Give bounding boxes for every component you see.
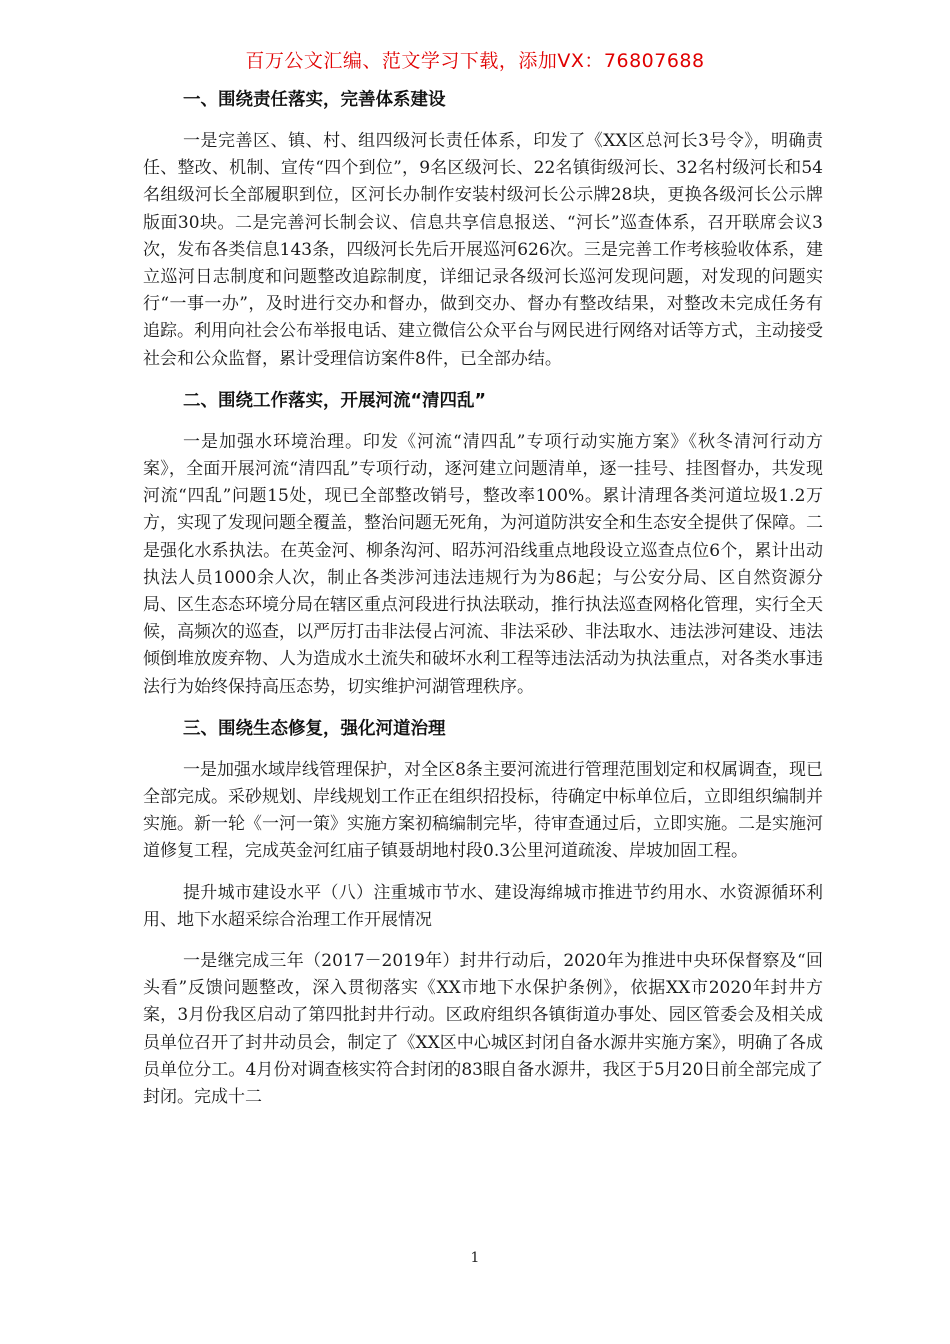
section-3-paragraph-3: 一是继完成三年（2017－2019年）封井行动后，2020年为推进中央环保督察及“回头看”反馈问题整改，深入贯彻落实《XX市地下水保护条例》，依据XX市2020年封井方案，3月份我区启动了第四批封井行动。区政府组织各镇街道办事处、园区管委会及相关成员单位召开了封井动员会，制定了《XX区中心城区封闭自备水源井实施方案》，明确了各成员单位分工。4月份对调查核实符合封闭的83眼自备水源井，我区于5月20日前全部完成了封闭。完成十二: [143, 951, 823, 1108]
section-3-paragraph-2: 提升城市建设水平（八）注重城市节水、建设海绵城市推进节约用水、水资源循环利用、地下水超采综合治理工作开展情况: [143, 882, 823, 930]
section-3-paragraph-1: 一是加强水域岸线管理保护，对全区8条主要河流进行管理范围划定和权属调查，现已全部完成。采砂规划、岸线规划工作正在组织招投标，待确定中标单位后，立即组织编制并实施。新一轮《一河一策》实施方案初稿编制完毕，待审查通过后，立即实施。二是实施河道修复工程，完成英金河红庙子镇聂胡地村段0.3公里河道疏浚、岸坡加固工程。: [143, 759, 823, 862]
section-heading-3: 三、围绕生态修复，强化河道治理: [183, 718, 446, 739]
section-1-paragraph-1: 一是完善区、镇、村、组四级河长责任体系，印发了《XX区总河长3号令》，明确责任、整改、机制、宣传“四个到位”，9名区级河长、22名镇街级河长、32名村级河长和54名组级河长全部履职到位，区河长办制作安装村级河长公示牌28块，更换各级河长公示牌版面30块。二是完善河长制会议、信息共享信息报送、“河长”巡查体系，召开联席会议3次，发布各类信息143条，四级河长先后开展巡河626次。三是完善工作考核验收体系，建立巡河日志制度和问题整改追踪制度，详细记录各级河长巡河发现问题，对发现的问题实行“一事一办”，及时进行交办和督办，做到交办、督办有整改结果，对整改未完成任务有追踪。利用向社会公布举报电话、建立微信公众平台与网民进行网络对话等方式，主动接受社会和公众监督，累计受理信访案件8件，已全部办结。: [143, 131, 823, 369]
watermark-banner: 百万公文汇编、范文学习下载，添加VX：76807688: [245, 50, 705, 72]
section-2-paragraph-1: 一是加强水环境治理。印发《河流“清四乱”专项行动实施方案》《秋冬清河行动方案》，全面开展河流“清四乱”专项行动，逐河建立问题清单，逐一挂号、挂图督办，共发现河流“四乱”问题15处，现已全部整改销号，整改率100%。累计清理各类河道垃圾1.2万方，实现了发现问题全覆盖，整治问题无死角，为河道防洪安全和生态安全提供了保障。二是强化水系执法。在英金河、柳条沟河、昭苏河沿线重点地段设立巡查点位6个，累计出动执法人员1000余人次，制止各类涉河违法违规行为为86起；与公安分局、区自然资源分局、区生态态环境分局在辖区重点河段进行执法联动，推行执法巡查网格化管理，实行全天候，高频次的巡查，以严厉打击非法侵占河流、非法采砂、非法取水、违法涉河建设、违法倾倒堆放废弃物、人为造成水土流失和破坏水利工程等违法活动为执法重点，对各类水事违法行为始终保持高压态势，切实维护河湖管理秩序。: [143, 431, 823, 697]
document-body: [143, 86, 823, 1125]
section-heading-2: 二、围绕工作落实，开展河流“清四乱”: [183, 390, 487, 411]
page-number: 1: [470, 1250, 480, 1266]
section-heading-1: 一、围绕责任落实，完善体系建设: [183, 90, 446, 110]
